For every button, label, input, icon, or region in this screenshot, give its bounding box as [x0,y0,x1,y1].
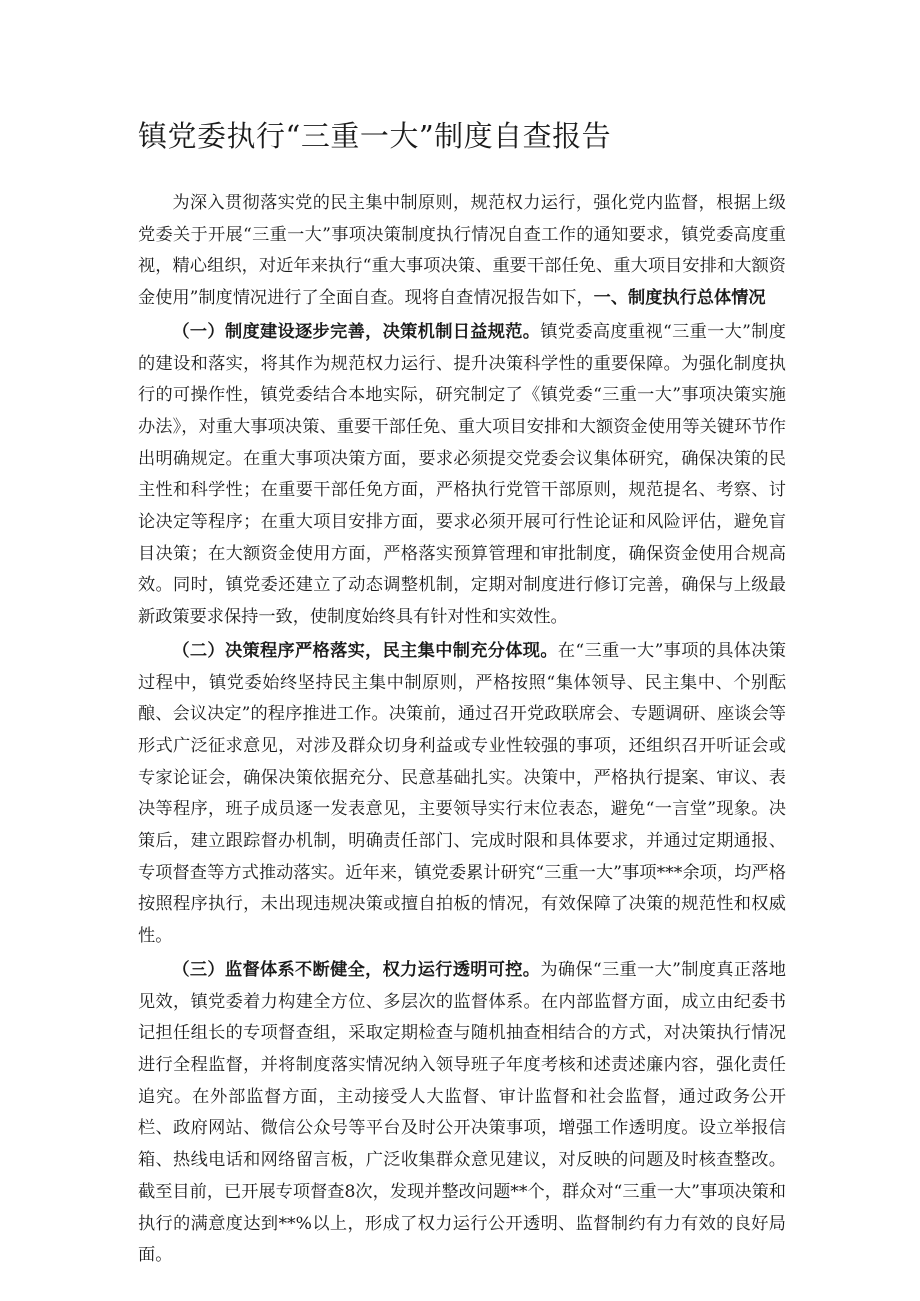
intro-text: 为深入贯彻落实党的民主集中制原则，规范权力运行，强化党内监督，根据上级党委关于开展“三重一大”事项决策制度执行情况自查工作的通知要求，镇党委高度重视，精心组织，对近年来执行“重大事项决策、重要干部任免、重大项目安排和大额资金使用”制度情况进行了全面自查。现将自查情况报告如下， [138,193,786,309]
section-3-heading: （三）监督体系不断健全，权力运行透明可控。 [172,959,541,980]
intro-paragraph [138,188,786,315]
section-2-heading: （二）决策程序严格落实，民主集中制充分体现。 [172,640,558,661]
section-2-paragraph [138,636,786,953]
section-1-heading: （一）制度建设逐步完善，决策机制日益规范。 [172,321,541,342]
section-2-body: 在“三重一大”事项的具体决策过程中，镇党委始终坚持民主集中制原则，严格按照“集体领导、民主集中、个别酝酿、会议决定”的程序推进工作。决策前，通过召开党政联席会、专题调研、座谈会等形式广泛征求意见，对涉及群众切身利益或专业性较强的事项，还组织召开听证会或专家论证会，确保决策依据充分、民意基础扎实。决策中，严格执行提案、审议、表决等程序，班子成员逐一发表意见，主要领导实行末位表态，避免“一言堂”现象。决策后，建立跟踪督办机制，明确责任部门、完成时限和具体要求，并通过定期通报、专项督查等方式推动落实。近年来，镇党委累计研究“三重一大”事项***余项，均严格按照程序执行，未出现违规决策或擅自拍板的情况，有效保障了决策的规范性和权威性。 [138,640,786,947]
document-title: 镇党委执行“三重一大”制度自查报告 [138,119,612,153]
document-page [138,112,786,1274]
intro-heading: 一、制度执行总体情况 [593,288,766,309]
section-3-paragraph [138,955,786,1272]
section-1-paragraph [138,317,786,634]
section-3-body: 为确保“三重一大”制度真正落地见效，镇党委着力构建全方位、多层次的监督体系。在内部监督方面，成立由纪委书记担任组长的专项督查组，采取定期检查与随机抽查相结合的方式，对决策执行情况进行全程监督，并将制度落实情况纳入领导班子年度考核和述责述廉内容，强化责任追究。在外部监督方面，主动接受人大监督、审计监督和社会监督，通过政务公开栏、政府网站、微信公众号等平台及时公开决策事项，增强工作透明度。设立举报信箱、热线电话和网络留言板，广泛收集群众意见建议，对反映的问题及时核查整改。截至目前，已开展专项督查8次，发现并整改问题**个，群众对“三重一大”事项决策和执行的满意度达到**%以上，形成了权力运行公开透明、监督制约有力有效的良好局面。 [138,959,786,1266]
section-1-body: 镇党委高度重视“三重一大”制度的建设和落实，将其作为规范权力运行、提升决策科学性的重要保障。为强化制度执行的可操作性，镇党委结合本地实际，研究制定了《镇党委“三重一大”事项决策实施办法》，对重大事项决策、重要干部任免、重大项目安排和大额资金使用等关键环节作出明确规定。在重大事项决策方面，要求必须提交党委会议集体研究，确保决策的民主性和科学性；在重要干部任免方面，严格执行党管干部原则，规范提名、考察、讨论决定等程序；在重大项目安排方面，要求必须开展可行性论证和风险评估，避免盲目决策；在大额资金使用方面，严格落实预算管理和审批制度，确保资金使用合规高效。同时，镇党委还建立了动态调整机制，定期对制度进行修订完善，确保与上级最新政策要求保持一致，使制度始终具有针对性和实效性。 [138,321,786,628]
